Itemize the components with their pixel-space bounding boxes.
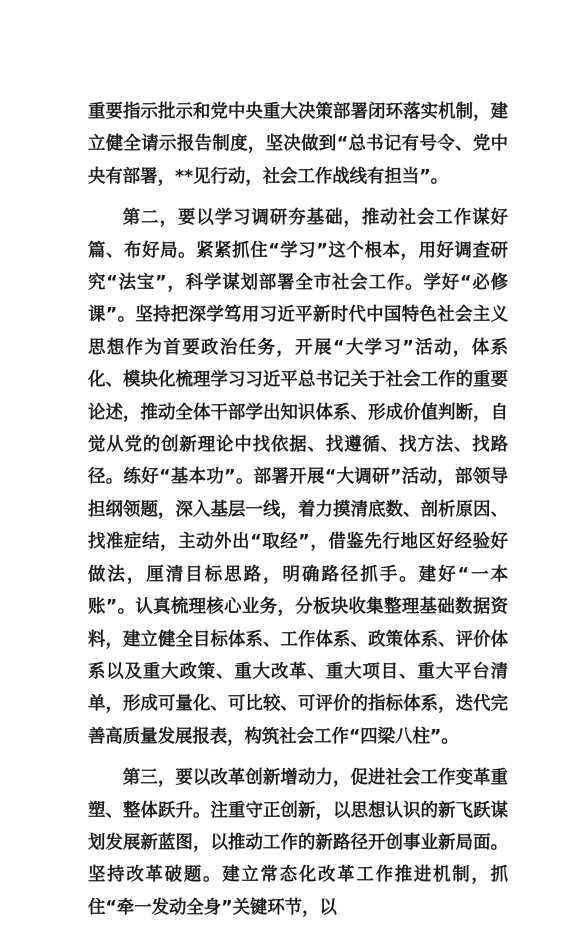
- document-body: [88, 96, 508, 933]
- paragraph-2: 第二，要以学习调研夯基础，推动社会工作谋好篇、布好局。紧紧抓住“学习”这个根本，用好调查研究“法宝”，科学谋划部署全市社会工作。学好“必修课”。坚持把深学笃用习近平新时代中国特色社会主义思想作为首要政治任务，开展“大学习”活动，体系化、模块化梳理学习习近平总书记关于社会工作的重要论述，推动全体干部学出知识体系、形成价值判断，自觉从党的创新理论中找依据、找遵循、找方法、找路径。练好“基本功”。部署开展“大调研”活动，部领导担纲领题，深入基层一线，着力摸清底数、剖析原因、找准症结，主动外出“取经”，借鉴先行地区好经验好做法，厘清目标思路，明确路径抓手。建好“一本账”。认真梳理核心业务，分板块收集整理基础数据资料，建立健全目标体系、工作体系、政策体系、评价体系以及重大政策、重大改革、重大项目、重大平台清单，形成可量化、可比较、可评价的指标体系，迭代完善高质量发展报表，构筑社会工作“四梁八柱”。: [88, 208, 508, 747]
- paragraph-3: 第三，要以改革创新增动力，促进社会工作变革重塑、整体跃升。注重守正创新，以思想认识的新飞跃谋划发展新蓝图，以推动工作的新路径开创事业新局面。坚持改革破题。建立常态化改革工作推进机制，抓住“牵一发动全身”关键环节，以: [88, 768, 508, 918]
- paragraph-1: 重要指示批示和党中央重大决策部署闭环落实机制，建立健全请示报告制度，坚决做到“总书记有号令、党中央有部署，**见行动，社会工作战线有担当”。: [88, 102, 508, 187]
